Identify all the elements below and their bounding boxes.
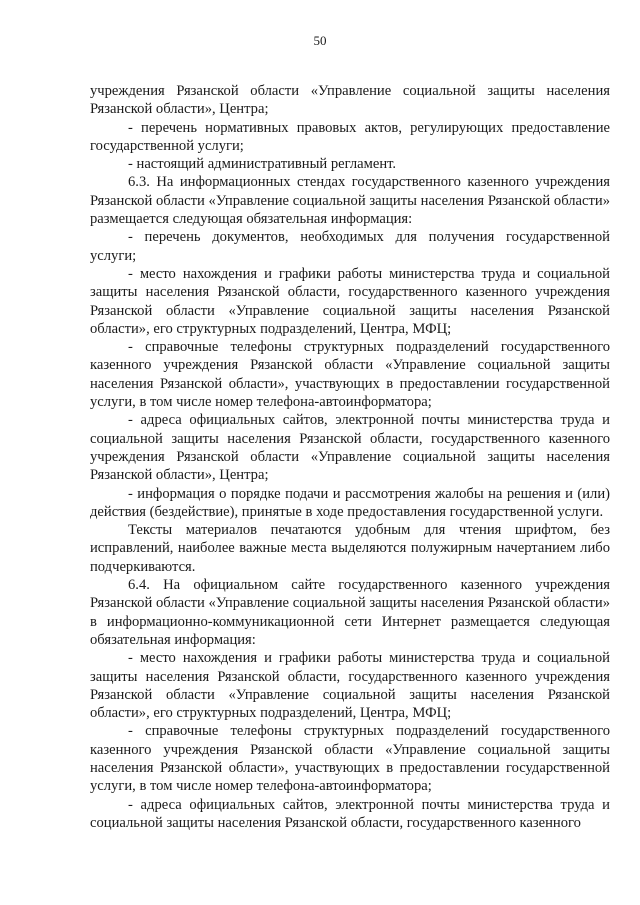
paragraph-continuation: учреждения Рязанской области «Управление социальной защиты населения Рязанской области», Центра;: [90, 83, 610, 118]
paragraph-list-item: - справочные телефоны структурных подразделений государственного казенного учреждения Рязанской области «Управление социальной защиты населения Рязанской области», участвующих в предоставлении государственной услуги, в том числе номер телефона-автоинформатора;: [90, 723, 610, 795]
paragraph-text: Тексты материалов печатаются удобным для чтения шрифтом, без исправлений, наиболее важные места выделяются полужирным начертанием либо подчеркиваются.: [90, 522, 610, 575]
paragraph-list-item: - справочные телефоны структурных подразделений государственного казенного учреждения Рязанской области «Управление социальной защиты населения Рязанской области», участвующих в предоставлении государственной услуги, в том числе номер телефона-автоинформатора;: [90, 339, 610, 411]
paragraph-list-item: - информация о порядке подачи и рассмотрения жалобы на решения и (или) действия (бездействие), принятые в ходе предоставления государственной услуги.: [90, 485, 610, 520]
paragraph-list-item: - перечень нормативных правовых актов, регулирующих предоставление государственной услуги;: [90, 119, 610, 154]
paragraph-section-6-3: 6.3. На информационных стендах государственного казенного учреждения Рязанской области «Управление социальной защиты населения Рязанской области» размещается следующая обязательная информация:: [90, 174, 610, 228]
paragraph-list-item: - настоящий административный регламент.: [128, 156, 397, 173]
paragraph-list-item: - место нахождения и графики работы министерства труда и социальной защиты населения Рязанской области, государственного казенного учреждения Рязанской области «Управление социальной защиты населения Рязанской области», его структурных подразделений, Центра, МФЦ;: [90, 650, 610, 722]
paragraph-list-item: - перечень документов, необходимых для получения государственной услуги;: [90, 229, 610, 264]
document-body: [90, 82, 610, 832]
paragraph-list-item: - адреса официальных сайтов, электронной почты министерства труда и социальной защиты населения Рязанской области, государственного казенного учреждения Рязанской области «Управление социальной защиты населения Рязанской области», Центра;: [90, 412, 610, 484]
paragraph-section-6-4: 6.4. На официальном сайте государственного казенного учреждения Рязанской области «Управление социальной защиты населения Рязанской области» в информационно-коммуникационной сети Интернет размещается следующая обязательная информация:: [90, 577, 610, 648]
paragraph-list-item: - место нахождения и графики работы министерства труда и социальной защиты населения Рязанской области, государственного казенного учреждения Рязанской области «Управление социальной защиты населения Рязанской области», его структурных подразделений, Центра, МФЦ;: [90, 265, 610, 337]
page-number: 50: [313, 33, 327, 48]
paragraph-list-item: - адреса официальных сайтов, электронной почты министерства труда и социальной защиты населения Рязанской области, государственного казенного: [90, 796, 610, 831]
